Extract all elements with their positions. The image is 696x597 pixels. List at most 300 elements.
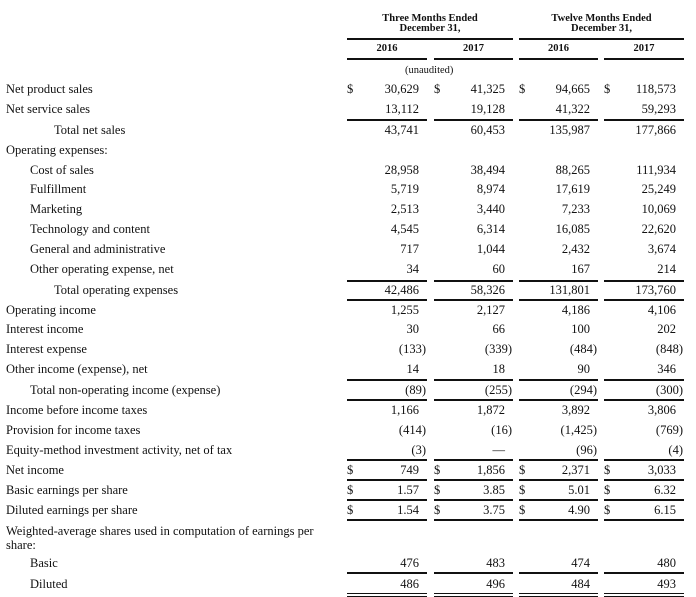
value-cell [604, 462, 676, 478]
value-cell [519, 201, 590, 217]
value-cell [604, 221, 676, 237]
value-cell [604, 482, 676, 498]
table-row [0, 221, 696, 241]
underline-rule [604, 459, 684, 461]
cell-value: 34 [406, 262, 419, 276]
cell-value: 202 [657, 322, 676, 336]
year-rule-col1 [347, 58, 427, 60]
cell-value: 486 [400, 577, 419, 591]
value-cell [434, 502, 505, 518]
header-twelve-months-line2: December 31, [570, 23, 633, 34]
cell-value: 10,069 [641, 202, 676, 216]
cell-value: 173,760 [635, 283, 676, 297]
row-label: Net product sales [6, 82, 93, 96]
value-cell [347, 221, 419, 237]
currency-symbol: $ [347, 483, 354, 497]
currency-symbol: $ [347, 463, 354, 477]
underline-rule [519, 379, 598, 381]
value-cell [347, 382, 426, 398]
year-col2: 2017 [463, 43, 484, 54]
row-label: Diluted [30, 577, 68, 591]
header-three-months [347, 14, 513, 34]
cell-value: (89) [405, 383, 426, 397]
value-cell [434, 101, 505, 117]
value-cell [519, 341, 597, 357]
cell-value: 16,085 [555, 222, 590, 236]
header-twelve-months [519, 14, 684, 34]
value-cell [434, 241, 505, 257]
underline-rule [347, 572, 427, 574]
row-label: Weighted-average shares used in computation of earnings per [6, 524, 314, 538]
underline-rule [347, 459, 427, 461]
value-cell [604, 341, 683, 357]
underline-rule [434, 280, 513, 282]
row-label: Operating income [6, 303, 96, 317]
double-underline-rule [347, 593, 427, 597]
value-cell [519, 382, 597, 398]
cell-value: (769) [655, 423, 683, 437]
underline-rule [519, 299, 598, 301]
currency-symbol: $ [434, 463, 441, 477]
underline-rule [519, 572, 598, 574]
value-cell [519, 181, 590, 197]
cell-value: 4,106 [647, 303, 676, 317]
table-row [0, 302, 696, 322]
value-cell [519, 101, 590, 117]
underline-rule [519, 459, 598, 461]
cell-value: 3,674 [647, 242, 676, 256]
row-label: Interest expense [6, 342, 87, 356]
table-row [0, 162, 696, 182]
row-label: Total operating expenses [54, 283, 179, 297]
cell-value: 3.75 [483, 503, 505, 517]
value-cell [604, 361, 676, 377]
cell-value: 2,127 [476, 303, 505, 317]
value-cell [604, 576, 676, 592]
value-cell [347, 442, 426, 458]
cell-value: 19,128 [470, 102, 505, 116]
row-label: Other income (expense), net [6, 362, 148, 376]
cell-value: 8,974 [476, 182, 505, 196]
cell-value: 41,325 [470, 82, 505, 96]
cell-value: (96) [576, 443, 597, 457]
value-cell [434, 382, 512, 398]
cell-value: 167 [571, 262, 590, 276]
cell-value: 1,166 [390, 403, 419, 417]
value-cell [434, 122, 505, 138]
row-label: Total non-operating income (expense) [30, 383, 221, 397]
underline-rule [519, 119, 598, 121]
value-cell [604, 502, 676, 518]
cell-value: 1.54 [397, 503, 419, 517]
table-row [0, 142, 696, 162]
value-cell [434, 261, 505, 277]
value-cell [519, 422, 597, 438]
value-cell [434, 576, 505, 592]
value-cell [434, 201, 505, 217]
value-cell [519, 576, 590, 592]
value-cell [519, 482, 590, 498]
underline-rule [604, 479, 684, 481]
value-cell [604, 302, 676, 318]
value-cell [434, 361, 505, 377]
cell-value: 346 [657, 362, 676, 376]
underline-rule [519, 479, 598, 481]
value-cell [519, 462, 590, 478]
value-cell [347, 101, 419, 117]
row-label: Provision for income taxes [6, 423, 141, 437]
value-cell [519, 361, 590, 377]
header-twelve-months-line1: Twelve Months Ended [551, 13, 652, 24]
cell-value: (414) [398, 423, 426, 437]
currency-symbol: $ [519, 503, 526, 517]
value-cell [347, 341, 426, 357]
value-cell [347, 482, 419, 498]
underline-rule [434, 459, 513, 461]
value-cell [347, 241, 419, 257]
value-cell [347, 361, 419, 377]
value-cell [347, 261, 419, 277]
cell-value: 66 [492, 322, 505, 336]
value-cell [519, 81, 590, 97]
currency-symbol: $ [434, 503, 441, 517]
value-cell [347, 576, 419, 592]
currency-symbol: $ [604, 483, 611, 497]
value-cell [604, 181, 676, 197]
cell-value: 4,186 [561, 303, 590, 317]
value-cell [434, 162, 505, 178]
cell-value: (294) [569, 383, 597, 397]
underline-rule [604, 119, 684, 121]
cell-value: 4,545 [390, 222, 419, 236]
value-cell [434, 422, 512, 438]
cell-value: 474 [571, 556, 590, 570]
cell-value: (1,425) [560, 423, 597, 437]
cell-value: 1,872 [476, 403, 505, 417]
value-cell [434, 81, 505, 97]
cell-value: 30,629 [384, 82, 419, 96]
value-cell [604, 241, 676, 257]
underline-rule [347, 499, 427, 501]
cell-value: 41,322 [555, 102, 590, 116]
value-cell [519, 221, 590, 237]
value-cell [347, 555, 419, 571]
cell-value: 749 [400, 463, 419, 477]
cell-value: 22,620 [641, 222, 676, 236]
value-cell [347, 302, 419, 318]
currency-symbol: $ [347, 503, 354, 517]
row-label: Interest income [6, 322, 84, 336]
cell-value: 177,866 [635, 123, 676, 137]
cell-value: 111,934 [636, 163, 676, 177]
cell-value: (300) [655, 383, 683, 397]
cell-value: (16) [491, 423, 512, 437]
currency-symbol: $ [604, 82, 611, 96]
row-label: Basic earnings per share [6, 483, 128, 497]
cell-value: — [492, 443, 505, 457]
value-cell [347, 462, 419, 478]
cell-value: 1,255 [390, 303, 419, 317]
underline-rule [604, 280, 684, 282]
row-label: Income before income taxes [6, 403, 148, 417]
value-cell [347, 502, 419, 518]
row-label: Total net sales [54, 123, 126, 137]
cell-value: 3,892 [561, 403, 590, 417]
cell-value: 2,371 [561, 463, 590, 477]
value-cell [519, 321, 590, 337]
table-row [0, 81, 696, 101]
row-label: Other operating expense, net [30, 262, 174, 276]
value-cell [434, 321, 505, 337]
underline-rule [519, 399, 598, 401]
value-cell [519, 402, 590, 418]
row-label: Net income [6, 463, 64, 477]
double-underline-rule [434, 593, 513, 597]
value-cell [604, 201, 676, 217]
value-cell [519, 555, 590, 571]
currency-symbol: $ [434, 483, 441, 497]
cell-value: (255) [484, 383, 512, 397]
table-row [0, 122, 696, 142]
underline-rule [604, 519, 684, 521]
row-label: Fulfillment [30, 182, 87, 196]
cell-value: 42,486 [384, 283, 419, 297]
cell-value: 5,719 [390, 182, 419, 196]
value-cell [604, 402, 676, 418]
underline-rule [347, 479, 427, 481]
underline-rule [347, 119, 427, 121]
header-three-months-line1: Three Months Ended [382, 13, 478, 24]
row-label: Cost of sales [30, 163, 94, 177]
underline-rule [604, 572, 684, 574]
underline-rule [519, 519, 598, 521]
value-cell [347, 321, 419, 337]
cell-value: 484 [571, 577, 590, 591]
value-cell [519, 162, 590, 178]
underline-rule [347, 379, 427, 381]
underline-rule [519, 280, 598, 282]
row-label: Basic [30, 556, 58, 570]
underline-rule [347, 519, 427, 521]
currency-symbol: $ [519, 463, 526, 477]
cell-value: 28,958 [384, 163, 419, 177]
cell-value: 25,249 [641, 182, 676, 196]
underline-rule [434, 299, 513, 301]
cell-value: 476 [400, 556, 419, 570]
year-rule-col2 [434, 58, 513, 60]
cell-value: 3,033 [647, 463, 676, 477]
value-cell [604, 261, 676, 277]
cell-value: 60,453 [470, 123, 505, 137]
cell-value: 59,293 [641, 102, 676, 116]
table-row [0, 181, 696, 201]
table-row [0, 341, 696, 361]
cell-value: (339) [484, 342, 512, 356]
cell-value: 30 [406, 322, 419, 336]
value-cell [434, 302, 505, 318]
value-cell [347, 422, 426, 438]
value-cell [519, 122, 590, 138]
value-cell [434, 555, 505, 571]
cell-value: 2,513 [390, 202, 419, 216]
cell-value: 14 [406, 362, 419, 376]
table-row [0, 101, 696, 121]
value-cell [434, 402, 505, 418]
table-row [0, 422, 696, 442]
cell-value: 6.15 [654, 503, 676, 517]
currency-symbol: $ [604, 463, 611, 477]
double-underline-rule [519, 593, 598, 597]
cell-value: 131,801 [549, 283, 590, 297]
cell-value: 90 [577, 362, 590, 376]
cell-value: 496 [486, 577, 505, 591]
value-cell [434, 282, 505, 298]
cell-value: 88,265 [555, 163, 590, 177]
row-label-continuation: share: [6, 538, 36, 552]
table-row [0, 402, 696, 422]
year-col1: 2016 [376, 43, 398, 54]
underline-rule [519, 499, 598, 501]
year-rule-col3 [519, 58, 598, 60]
cell-value: 17,619 [555, 182, 590, 196]
value-cell [434, 221, 505, 237]
currency-symbol: $ [347, 82, 354, 96]
underline-rule [347, 280, 427, 282]
cell-value: 3,440 [476, 202, 505, 216]
cell-value: 483 [486, 556, 505, 570]
cell-value: 135,987 [549, 123, 590, 137]
value-cell [347, 181, 419, 197]
currency-symbol: $ [519, 82, 526, 96]
underline-rule [434, 519, 513, 521]
underline-rule [434, 572, 513, 574]
row-label: Technology and content [30, 222, 150, 236]
table-row [0, 321, 696, 341]
cell-value: 1.57 [397, 483, 419, 497]
cell-value: 13,112 [385, 102, 419, 116]
cell-value: (4) [668, 443, 683, 457]
value-cell [434, 341, 512, 357]
cell-value: (133) [398, 342, 426, 356]
header-rule-twelve-months [519, 38, 684, 40]
value-cell [347, 162, 419, 178]
cell-value: 18 [492, 362, 505, 376]
value-cell [347, 81, 419, 97]
value-cell [347, 122, 419, 138]
row-label: Equity-method investment activity, net of tax [6, 443, 233, 457]
cell-value: 58,326 [470, 283, 505, 297]
cell-value: 493 [657, 577, 676, 591]
table-row [0, 241, 696, 261]
value-cell [347, 282, 419, 298]
value-cell [604, 162, 676, 178]
year-col3: 2016 [548, 43, 569, 54]
value-cell [604, 81, 676, 97]
row-label: Operating expenses: [6, 143, 108, 157]
underline-rule [434, 119, 513, 121]
value-cell [604, 555, 676, 571]
cell-value: 6,314 [476, 222, 505, 236]
value-cell [519, 282, 590, 298]
cell-value: 38,494 [470, 163, 505, 177]
cell-value: 1,044 [476, 242, 505, 256]
year-rule-col4 [604, 58, 684, 60]
cell-value: 214 [657, 262, 676, 276]
table-row [0, 361, 696, 381]
currency-symbol: $ [519, 483, 526, 497]
underline-rule [434, 499, 513, 501]
value-cell [604, 282, 676, 298]
value-cell [347, 201, 419, 217]
table-row [0, 201, 696, 221]
row-label: General and administrative [30, 242, 166, 256]
cell-value: 100 [571, 322, 590, 336]
value-cell [519, 241, 590, 257]
value-cell [434, 442, 505, 458]
underline-rule [604, 499, 684, 501]
cell-value: 717 [400, 242, 419, 256]
value-cell [604, 382, 683, 398]
row-label: Net service sales [6, 102, 90, 116]
value-cell [519, 261, 590, 277]
value-cell [434, 181, 505, 197]
value-cell [434, 482, 505, 498]
row-label: Marketing [30, 202, 83, 216]
value-cell [604, 122, 676, 138]
cell-value: 94,665 [555, 82, 590, 96]
cell-value: 3,806 [647, 403, 676, 417]
double-underline-rule [604, 593, 684, 597]
value-cell [604, 321, 676, 337]
cell-value: 2,432 [561, 242, 590, 256]
value-cell [519, 442, 597, 458]
currency-symbol: $ [434, 82, 441, 96]
cell-value: 5.01 [568, 483, 590, 497]
cell-value: 1,856 [476, 463, 505, 477]
unaudited-note: (unaudited) [405, 65, 454, 76]
underline-rule [434, 379, 513, 381]
value-cell [519, 302, 590, 318]
cell-value: 480 [657, 556, 676, 570]
row-label: Diluted earnings per share [6, 503, 138, 517]
value-cell [604, 422, 683, 438]
currency-symbol: $ [604, 503, 611, 517]
cell-value: 4.90 [568, 503, 590, 517]
cell-value: (484) [569, 342, 597, 356]
table-row [0, 523, 696, 552]
underline-rule [434, 479, 513, 481]
underline-rule [434, 399, 513, 401]
value-cell [604, 442, 683, 458]
cell-value: 43,741 [384, 123, 419, 137]
cell-value: 118,573 [635, 82, 676, 96]
table-row [0, 261, 696, 281]
underline-rule [604, 299, 684, 301]
underline-rule [347, 399, 427, 401]
underline-rule [604, 399, 684, 401]
value-cell [347, 402, 419, 418]
header-rule-three-months [347, 38, 513, 40]
cell-value: 7,233 [561, 202, 590, 216]
cell-value: 6.32 [654, 483, 676, 497]
underline-rule [347, 299, 427, 301]
value-cell [434, 462, 505, 478]
underline-rule [604, 379, 684, 381]
year-col4: 2017 [633, 43, 655, 54]
cell-value: 3.85 [483, 483, 505, 497]
cell-value: (848) [655, 342, 683, 356]
cell-value: 60 [492, 262, 505, 276]
